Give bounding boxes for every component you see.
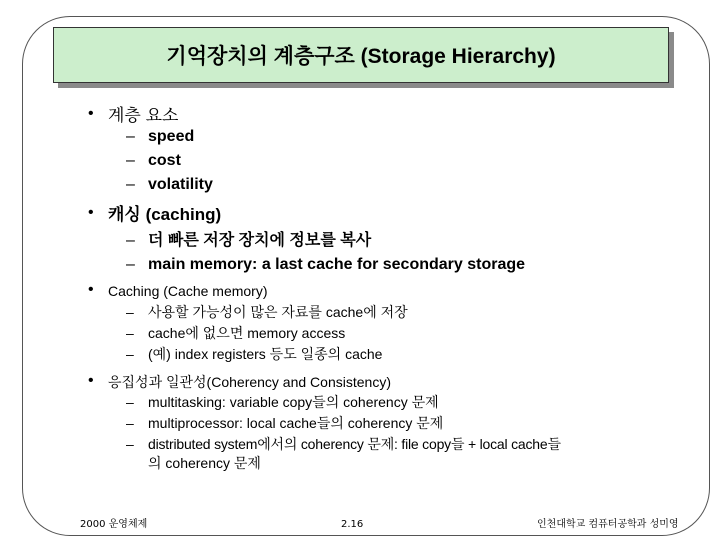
dash-icon: –: [126, 128, 135, 145]
slide-title: 기억장치의 계층구조 (Storage Hierarchy): [166, 45, 556, 68]
footer-author: 인천대학교 컴퓨터공학과 성미영: [537, 519, 679, 530]
list-item: main memory: a last cache for secondary storage: [148, 256, 526, 273]
list-item-continuation: 의 coherency 문제: [148, 455, 261, 471]
dash-icon: –: [126, 325, 134, 341]
dash-icon: –: [126, 152, 135, 169]
dash-icon: –: [126, 176, 135, 193]
list-item: cache에 없으면 memory access: [148, 325, 346, 341]
bullet-icon: •: [88, 204, 94, 221]
section-heading: 계층 요소: [108, 106, 179, 125]
list-item: multiprocessor: local cache들의 coherency 문제: [148, 415, 444, 431]
section-heading: Caching (Cache memory): [108, 283, 268, 299]
list-item: speed: [148, 128, 195, 145]
bullet-icon: •: [88, 105, 94, 122]
dash-icon: –: [126, 232, 135, 249]
list-item: multitasking: variable copy들의 coherency 문제: [148, 394, 439, 410]
dash-icon: –: [126, 346, 134, 362]
list-item: cost: [148, 152, 181, 169]
bullet-icon: •: [88, 372, 94, 389]
section-heading: 응집성과 일관성(Coherency and Consistency): [108, 374, 391, 390]
dash-icon: –: [126, 256, 135, 273]
bullet-icon: •: [88, 281, 94, 298]
list-item: volatility: [148, 176, 213, 193]
list-item: 더 빠른 저장 장치에 정보를 복사: [148, 232, 372, 249]
list-item: (예) index registers 등도 일종의 cache: [148, 346, 383, 362]
list-item: distributed system에서의 coherency 문제: file copy들 + local cache들: [148, 436, 561, 452]
slide-frame: [22, 16, 710, 536]
dash-icon: –: [126, 394, 134, 410]
dash-icon: –: [126, 415, 134, 431]
footer-page-number: 2.16: [341, 519, 364, 530]
title-box: [53, 27, 669, 83]
footer-course: 2000 운영체제: [80, 519, 148, 530]
dash-icon: –: [126, 304, 134, 320]
dash-icon: –: [126, 436, 134, 452]
list-item: 사용할 가능성이 많은 자료를 cache에 저장: [148, 304, 408, 320]
section-heading: 캐싱 (caching): [108, 205, 222, 224]
